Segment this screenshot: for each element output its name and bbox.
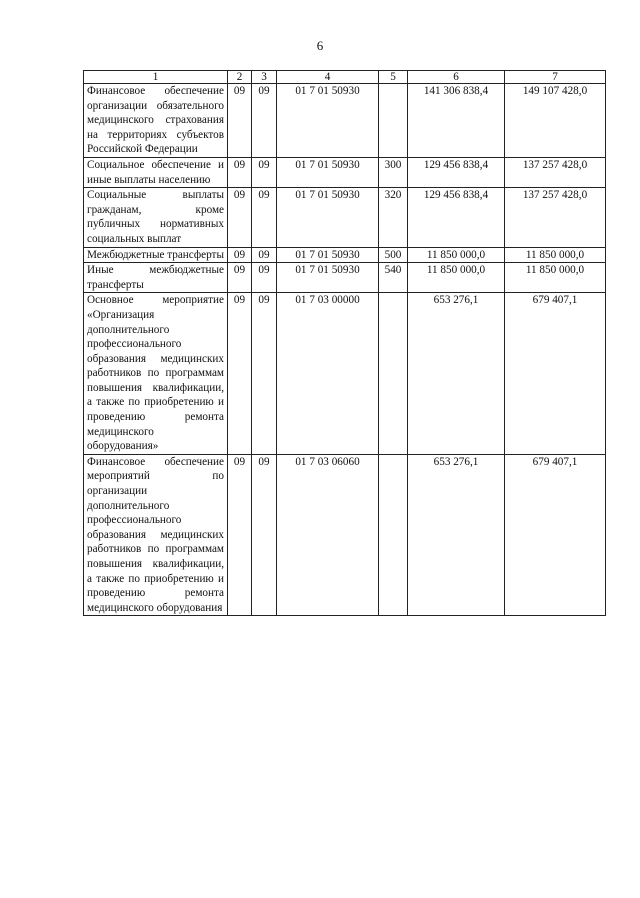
table-row [84, 247, 606, 263]
row-expense-type [379, 293, 408, 455]
row-section: 09 [228, 247, 252, 263]
page-number: 6 [316, 38, 324, 53]
row-section: 09 [228, 454, 252, 616]
row-sum-col7: 149 107 428,0 [505, 84, 606, 158]
row-subsection: 09 [252, 293, 277, 455]
row-section: 09 [228, 263, 252, 293]
row-name: Иные межбюджетные трансферты [84, 263, 228, 293]
table-row [84, 454, 606, 616]
row-sum-col6: 141 306 838,4 [408, 84, 505, 158]
budget-table [83, 70, 606, 616]
column-header: 2 [228, 71, 252, 84]
row-expense-type: 320 [379, 188, 408, 247]
row-subsection: 09 [252, 454, 277, 616]
row-subsection: 09 [252, 157, 277, 187]
row-target-code: 01 7 03 06060 [277, 454, 379, 616]
row-subsection: 09 [252, 247, 277, 263]
row-section: 09 [228, 157, 252, 187]
row-sum-col7: 11 850 000,0 [505, 247, 606, 263]
column-header: 6 [408, 71, 505, 84]
column-header: 5 [379, 71, 408, 84]
column-header: 7 [505, 71, 606, 84]
row-sum-col6: 11 850 000,0 [408, 247, 505, 263]
row-name: Социальные выплаты гражданам, кроме публичных нормативных социальных выплат [84, 188, 228, 247]
row-sum-col6: 129 456 838,4 [408, 188, 505, 247]
row-expense-type: 300 [379, 157, 408, 187]
row-expense-type [379, 84, 408, 158]
row-target-code: 01 7 01 50930 [277, 247, 379, 263]
row-expense-type [379, 454, 408, 616]
row-sum-col6: 653 276,1 [408, 293, 505, 455]
row-sum-col7: 137 257 428,0 [505, 188, 606, 247]
table-row [84, 293, 606, 455]
header-row [84, 71, 606, 84]
table-row [84, 263, 606, 293]
row-subsection: 09 [252, 188, 277, 247]
row-target-code: 01 7 01 50930 [277, 263, 379, 293]
row-section: 09 [228, 188, 252, 247]
table-row [84, 84, 606, 158]
column-header: 4 [277, 71, 379, 84]
row-sum-col7: 137 257 428,0 [505, 157, 606, 187]
row-sum-col6: 129 456 838,4 [408, 157, 505, 187]
row-name: Финансовое обеспечение организации обязательного медицинского страхования на территориях субъектов Российской Федерации [84, 84, 228, 158]
column-header: 1 [84, 71, 228, 84]
row-target-code: 01 7 03 00000 [277, 293, 379, 455]
row-target-code: 01 7 01 50930 [277, 188, 379, 247]
table-row [84, 188, 606, 247]
column-header: 3 [252, 71, 277, 84]
row-sum-col7: 679 407,1 [505, 293, 606, 455]
row-sum-col6: 653 276,1 [408, 454, 505, 616]
row-sum-col7: 679 407,1 [505, 454, 606, 616]
row-name: Финансовое обеспечение мероприятий по организации дополнительного профессионального образования медицинских работников по программам повышения квалификации, а также по приобретению и проведению ремонта медицинского оборудования [84, 454, 228, 616]
row-name: Основное мероприятие «Организация дополнительного профессионального образования медицинских работников по программам повышения квалификации, а также по приобретению и проведению ремонта медицинского оборудования» [84, 293, 228, 455]
row-name: Межбюджетные трансферты [84, 247, 228, 263]
row-sum-col7: 11 850 000,0 [505, 263, 606, 293]
row-name: Социальное обеспечение и иные выплаты населению [84, 157, 228, 187]
row-expense-type: 540 [379, 263, 408, 293]
row-section: 09 [228, 293, 252, 455]
row-subsection: 09 [252, 84, 277, 158]
row-sum-col6: 11 850 000,0 [408, 263, 505, 293]
table-row [84, 157, 606, 187]
row-subsection: 09 [252, 263, 277, 293]
row-section: 09 [228, 84, 252, 158]
row-expense-type: 500 [379, 247, 408, 263]
row-target-code: 01 7 01 50930 [277, 157, 379, 187]
row-target-code: 01 7 01 50930 [277, 84, 379, 158]
